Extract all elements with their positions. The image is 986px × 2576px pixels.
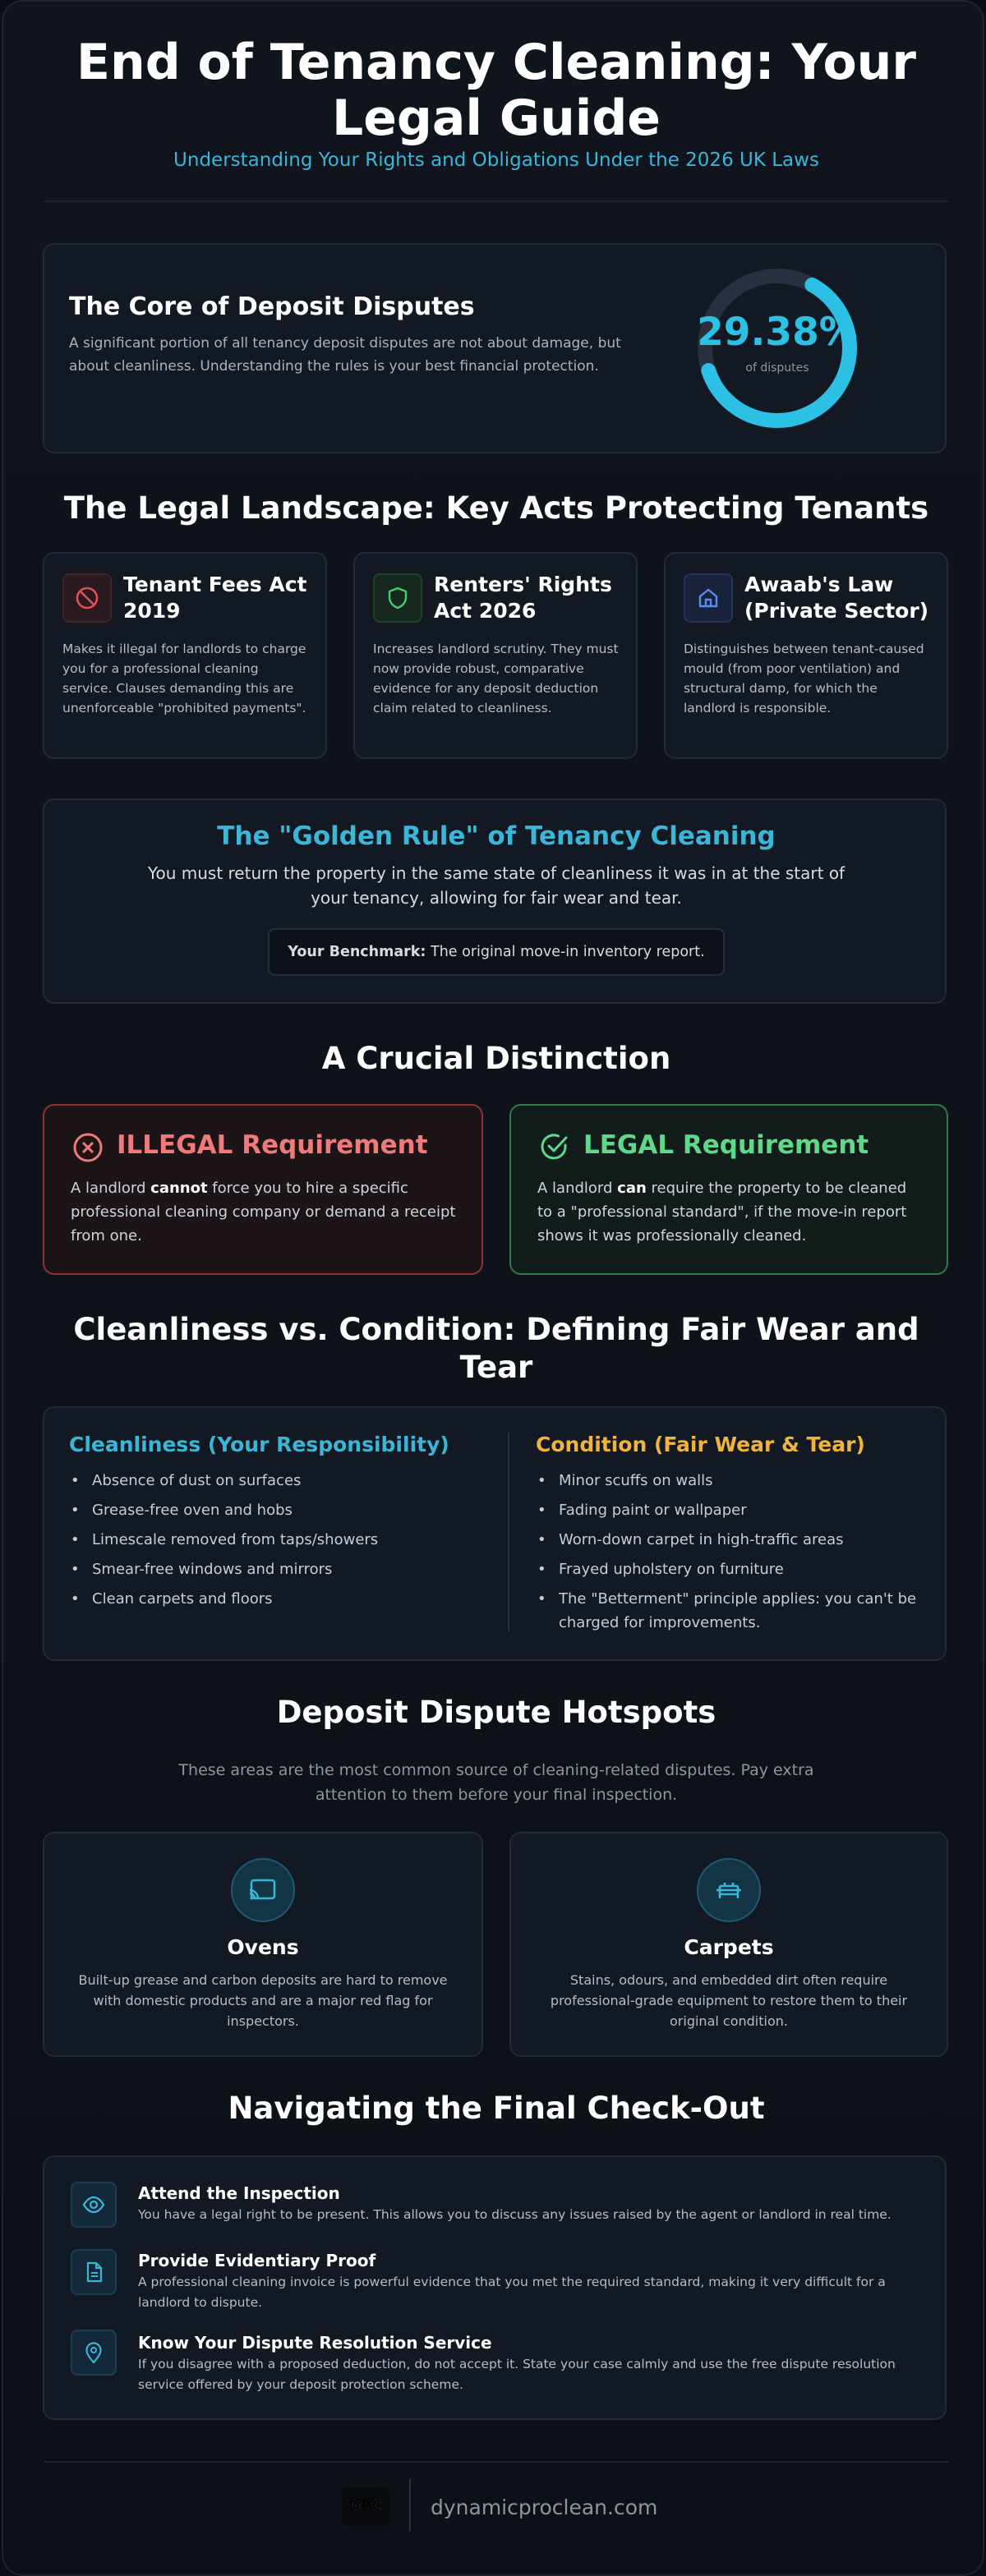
logo-text: DPC bbox=[348, 2498, 384, 2514]
hotspot-text: Built-up grease and carbon deposits are hard to remove with domestic products and are a major red flag for inspectors. bbox=[78, 1972, 448, 2029]
act-description: Distinguishes between tenant-caused mould (from poor ventilation) and structural damp, for which the landlord is responsible. bbox=[684, 642, 924, 715]
act-description: Increases landlord scrutiny. They must now provide robust, comparative evidence for any deposit deduction claim related to cleanliness. bbox=[373, 642, 619, 715]
hotspot-title: Ovens bbox=[227, 1935, 299, 1959]
x-circle-icon bbox=[72, 1132, 104, 1163]
column-divider bbox=[508, 1433, 509, 1631]
distinction-heading: A Crucial Distinction bbox=[321, 1041, 671, 1076]
checkout-heading: Navigating the Final Check-Out bbox=[228, 2091, 765, 2126]
condition-title: Condition (Fair Wear & Tear) bbox=[536, 1433, 865, 1456]
list-item: • The "Betterment" principle applies: you can't be charged for improvements. bbox=[536, 1587, 930, 1635]
document-icon bbox=[71, 2249, 117, 2295]
act-card-renters-rights bbox=[353, 552, 638, 759]
house-icon bbox=[684, 573, 733, 623]
footer-separator bbox=[409, 2479, 411, 2532]
step-text: A professional cleaning invoice is powerful evidence that you met the required standard, making it very difficult for a landlord to dispute. bbox=[138, 2275, 886, 2310]
list-item: • Minor scuffs on walls bbox=[536, 1469, 930, 1493]
divider bbox=[44, 200, 948, 202]
step-title: Attend the Inspection bbox=[138, 2183, 340, 2203]
hotspots-heading: Deposit Dispute Hotspots bbox=[276, 1695, 716, 1730]
hotspots-intro: These areas are the most common source of cleaning-related disputes. Pay extra attention to them before your final inspection. bbox=[178, 1761, 814, 1804]
illegal-title: ILLEGAL Requirement bbox=[117, 1130, 428, 1160]
benchmark-label: Your Benchmark: bbox=[288, 944, 426, 960]
shield-icon bbox=[373, 573, 422, 623]
golden-rule-text: You must return the property in the same state of cleanliness it was in at the start of your tenancy, allowing for fair wear and tear. bbox=[147, 863, 845, 908]
company-logo bbox=[342, 2487, 389, 2525]
step-text: If you disagree with a proposed deduction, do not accept it. State your case calmly and use the free dispute resolution service offered by your deposit protection scheme. bbox=[138, 2357, 896, 2392]
step-title: Provide Evidentiary Proof bbox=[138, 2251, 376, 2270]
infographic-frame bbox=[2, 0, 984, 2576]
page-title: End of Tenancy Cleaning: Your Legal Guide bbox=[76, 34, 916, 147]
legal-title: LEGAL Requirement bbox=[583, 1130, 869, 1160]
core-text: A significant portion of all tenancy deposit disputes are not about damage, but about cleanliness. Understanding the rules is your best financial protection. bbox=[69, 335, 621, 375]
stat-value: 29.38% bbox=[697, 310, 858, 355]
act-title: Renters' Rights Act 2026 bbox=[434, 573, 612, 623]
benchmark-box bbox=[268, 928, 725, 976]
check-circle-icon bbox=[537, 1130, 570, 1163]
benchmark-text: The original move-in inventory report. bbox=[426, 944, 705, 960]
page-subtitle: Understanding Your Rights and Obligations Under the 2026 UK Laws bbox=[173, 150, 819, 171]
core-heading: The Core of Deposit Disputes bbox=[69, 292, 475, 321]
location-pin-icon bbox=[71, 2330, 117, 2376]
step-title: Know Your Dispute Resolution Service bbox=[138, 2333, 492, 2353]
carpet-icon bbox=[697, 1858, 761, 1922]
act-title: Tenant Fees Act 2019 bbox=[123, 573, 307, 623]
list-item: • Fading paint or wallpaper bbox=[536, 1498, 930, 1522]
list-item: • Absence of dust on surfaces bbox=[69, 1469, 480, 1493]
list-item: • Grease-free oven and hobs bbox=[69, 1498, 480, 1522]
list-item: • Clean carpets and floors bbox=[69, 1587, 480, 1611]
legal-landscape-heading: The Legal Landscape: Key Acts Protecting Tenants bbox=[63, 490, 929, 526]
list-item: • Smear-free windows and mirrors bbox=[69, 1557, 480, 1581]
act-card-tenant-fees bbox=[43, 552, 327, 759]
wear-tear-heading: Cleanliness vs. Condition: Defining Fair Wear and Tear bbox=[73, 1312, 919, 1385]
stat-label: of disputes bbox=[745, 361, 809, 375]
condition-list bbox=[536, 1469, 930, 1640]
list-item: • Worn-down carpet in high-traffic areas bbox=[536, 1528, 930, 1552]
list-item: • Limescale removed from taps/showers bbox=[69, 1528, 480, 1552]
illegal-text: A landlord cannot force you to hire a specific professional cleaning company or demand a receipt from one. bbox=[71, 1180, 461, 1244]
list-item: • Frayed upholstery on furniture bbox=[536, 1557, 930, 1581]
cleanliness-list bbox=[69, 1469, 480, 1617]
act-card-awaabs-law bbox=[664, 552, 948, 759]
prohibited-icon bbox=[62, 573, 112, 623]
eye-icon bbox=[71, 2182, 117, 2228]
website-link[interactable]: dynamicproclean.com bbox=[431, 2496, 658, 2519]
oven-icon bbox=[231, 1858, 295, 1922]
step-text: You have a legal right to be present. This allows you to discuss any issues raised by the agent or landlord in real time. bbox=[138, 2207, 892, 2222]
hotspot-title: Carpets bbox=[684, 1935, 774, 1959]
hotspot-text: Stains, odours, and embedded dirt often require professional-grade equipment to restore them to their original condition. bbox=[550, 1972, 908, 2029]
act-description: Makes it illegal for landlords to charge you for a professional cleaning service. Clauses demanding this are unenforceable "prohibited payments". bbox=[62, 642, 306, 715]
golden-rule-heading: The "Golden Rule" of Tenancy Cleaning bbox=[217, 821, 776, 851]
act-title: Awaab's Law (Private Sector) bbox=[744, 573, 929, 623]
footer-divider bbox=[44, 2461, 948, 2463]
legal-text: A landlord can require the property to be cleaned to a "professional standard", if the move-in report shows it was professionally cleaned. bbox=[537, 1180, 912, 1244]
cleanliness-title: Cleanliness (Your Responsibility) bbox=[69, 1433, 449, 1456]
